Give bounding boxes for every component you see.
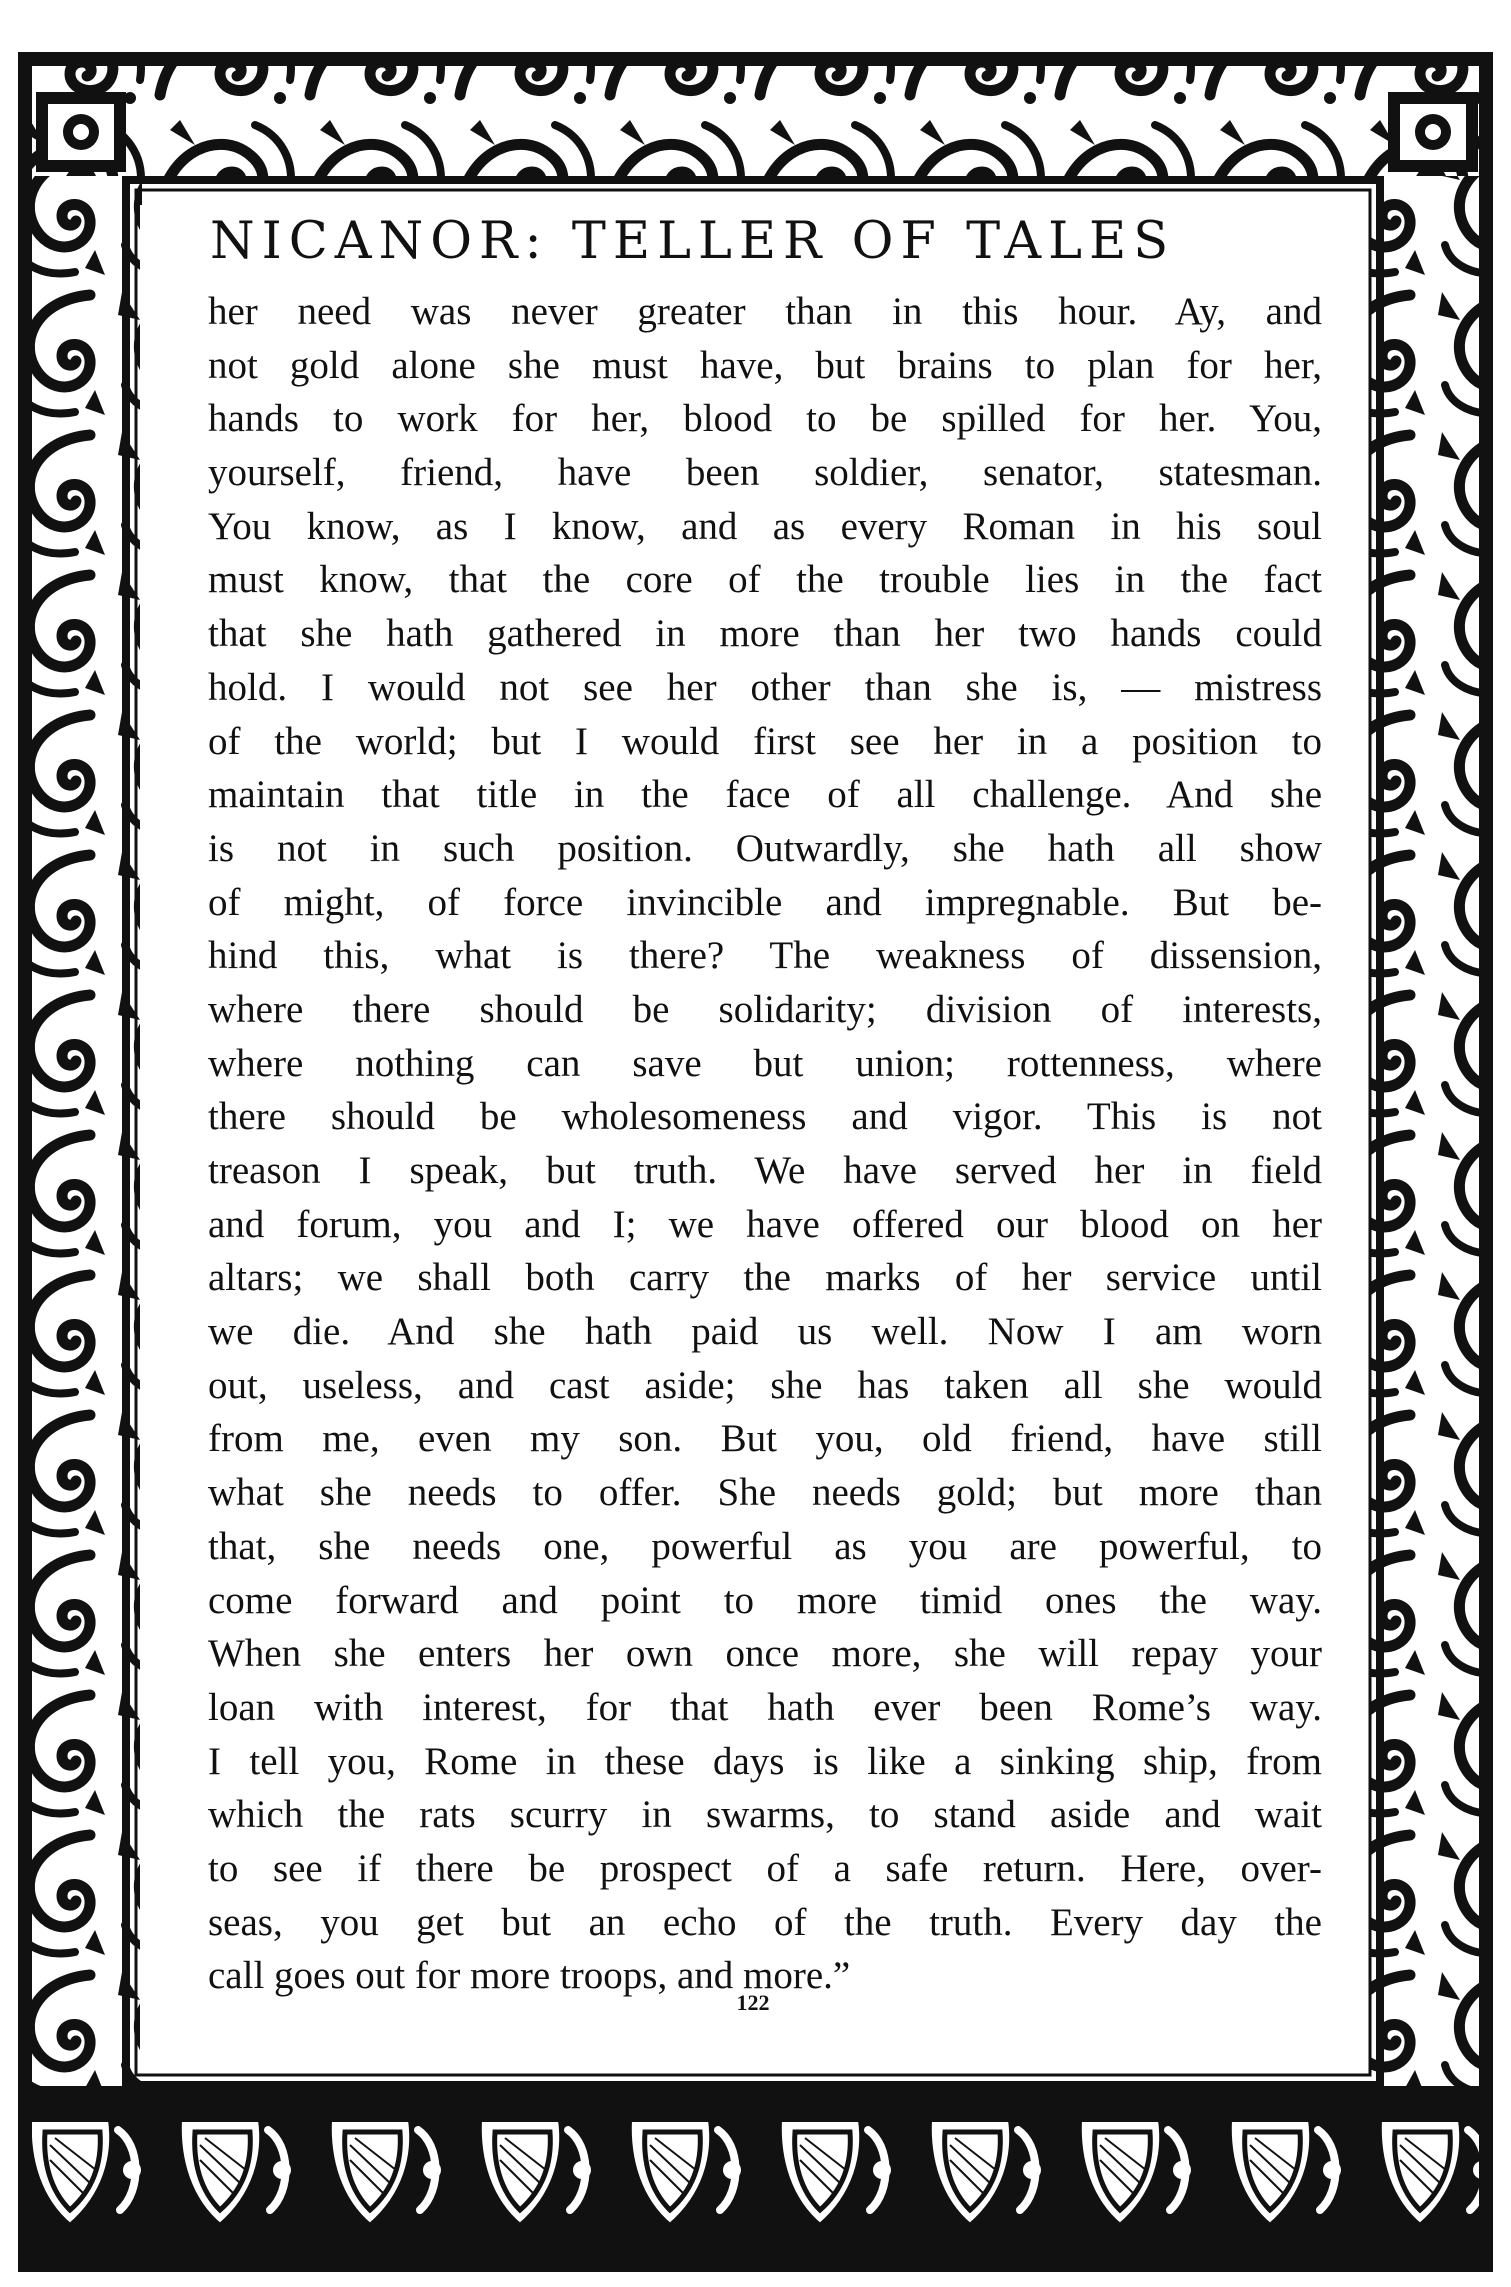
- text-line: we die. And she hath paid us well. Now I am worn: [208, 1310, 1322, 1354]
- text-line: that she hath gathered in more than her two hands could: [208, 612, 1322, 656]
- text-line: come forward and point to more timid ones the way.: [208, 1578, 1322, 1622]
- body-text: [208, 285, 1322, 2003]
- text-line: is not in such position. Outwardly, she hath all show: [208, 826, 1322, 870]
- text-line: which the rats scurry in swarms, to stand aside and wait: [208, 1793, 1322, 1837]
- text-line: of the world; but I would first see her in a position to: [208, 719, 1322, 763]
- text-line: her need was never greater than in this hour. Ay, and: [208, 290, 1322, 333]
- text-line: You know, as I know, and as every Roman in his soul: [208, 504, 1322, 548]
- text-line: not gold alone she must have, but brains to plan for her,: [208, 343, 1322, 387]
- text-line: altars; we shall both carry the marks of her service until: [208, 1256, 1322, 1300]
- text-line: to see if there be prospect of a safe return. Here, over-: [208, 1846, 1322, 1890]
- text-line: and forum, you and I; we have offered our blood on her: [208, 1202, 1322, 1246]
- page-number: 122: [736, 1990, 770, 2015]
- text-line: hind this, what is there? The weakness of dissension,: [208, 934, 1322, 978]
- text-line: call goes out for more troops, and more.”: [208, 1954, 851, 1998]
- text-line: there should be wholesomeness and vigor. This is not: [208, 1095, 1322, 1139]
- running-head: NICANOR: TELLER OF TALES: [210, 212, 1176, 271]
- text-line: what she needs to offer. She needs gold; but more than: [208, 1471, 1322, 1515]
- text-line: I tell you, Rome in these days is like a sinking ship, from: [208, 1739, 1322, 1783]
- text-line: where there should be solidarity; division of interests,: [208, 987, 1322, 1031]
- text-line: seas, you get but an echo of the truth. Every day the: [208, 1900, 1322, 1944]
- text-line: hold. I would not see her other than she is, — mistress: [208, 665, 1322, 709]
- text-line: where nothing can save but union; rottenness, where: [208, 1041, 1322, 1085]
- text-line: that, she needs one, powerful as you are powerful, to: [208, 1524, 1322, 1568]
- text-line: When she enters her own once more, she will repay your: [208, 1632, 1322, 1676]
- text-line: loan with interest, for that hath ever been Rome’s way.: [208, 1685, 1322, 1729]
- text-panel: [140, 205, 1366, 2070]
- text-line: out, useless, and cast aside; she has taken all she would: [208, 1363, 1322, 1407]
- text-line: treason I speak, but truth. We have served her in field: [208, 1149, 1322, 1192]
- text-line: maintain that title in the face of all challenge. And she: [208, 773, 1322, 817]
- text-line: of might, of force invincible and impregnable. But be-: [208, 880, 1322, 924]
- text-line: hands to work for her, blood to be spilled for her. You,: [208, 397, 1322, 441]
- text-line: yourself, friend, have been soldier, senator, statesman.: [208, 451, 1322, 495]
- text-line: must know, that the core of the trouble lies in the fact: [208, 558, 1322, 602]
- text-line: from me, even my son. But you, old friend, have still: [208, 1417, 1322, 1461]
